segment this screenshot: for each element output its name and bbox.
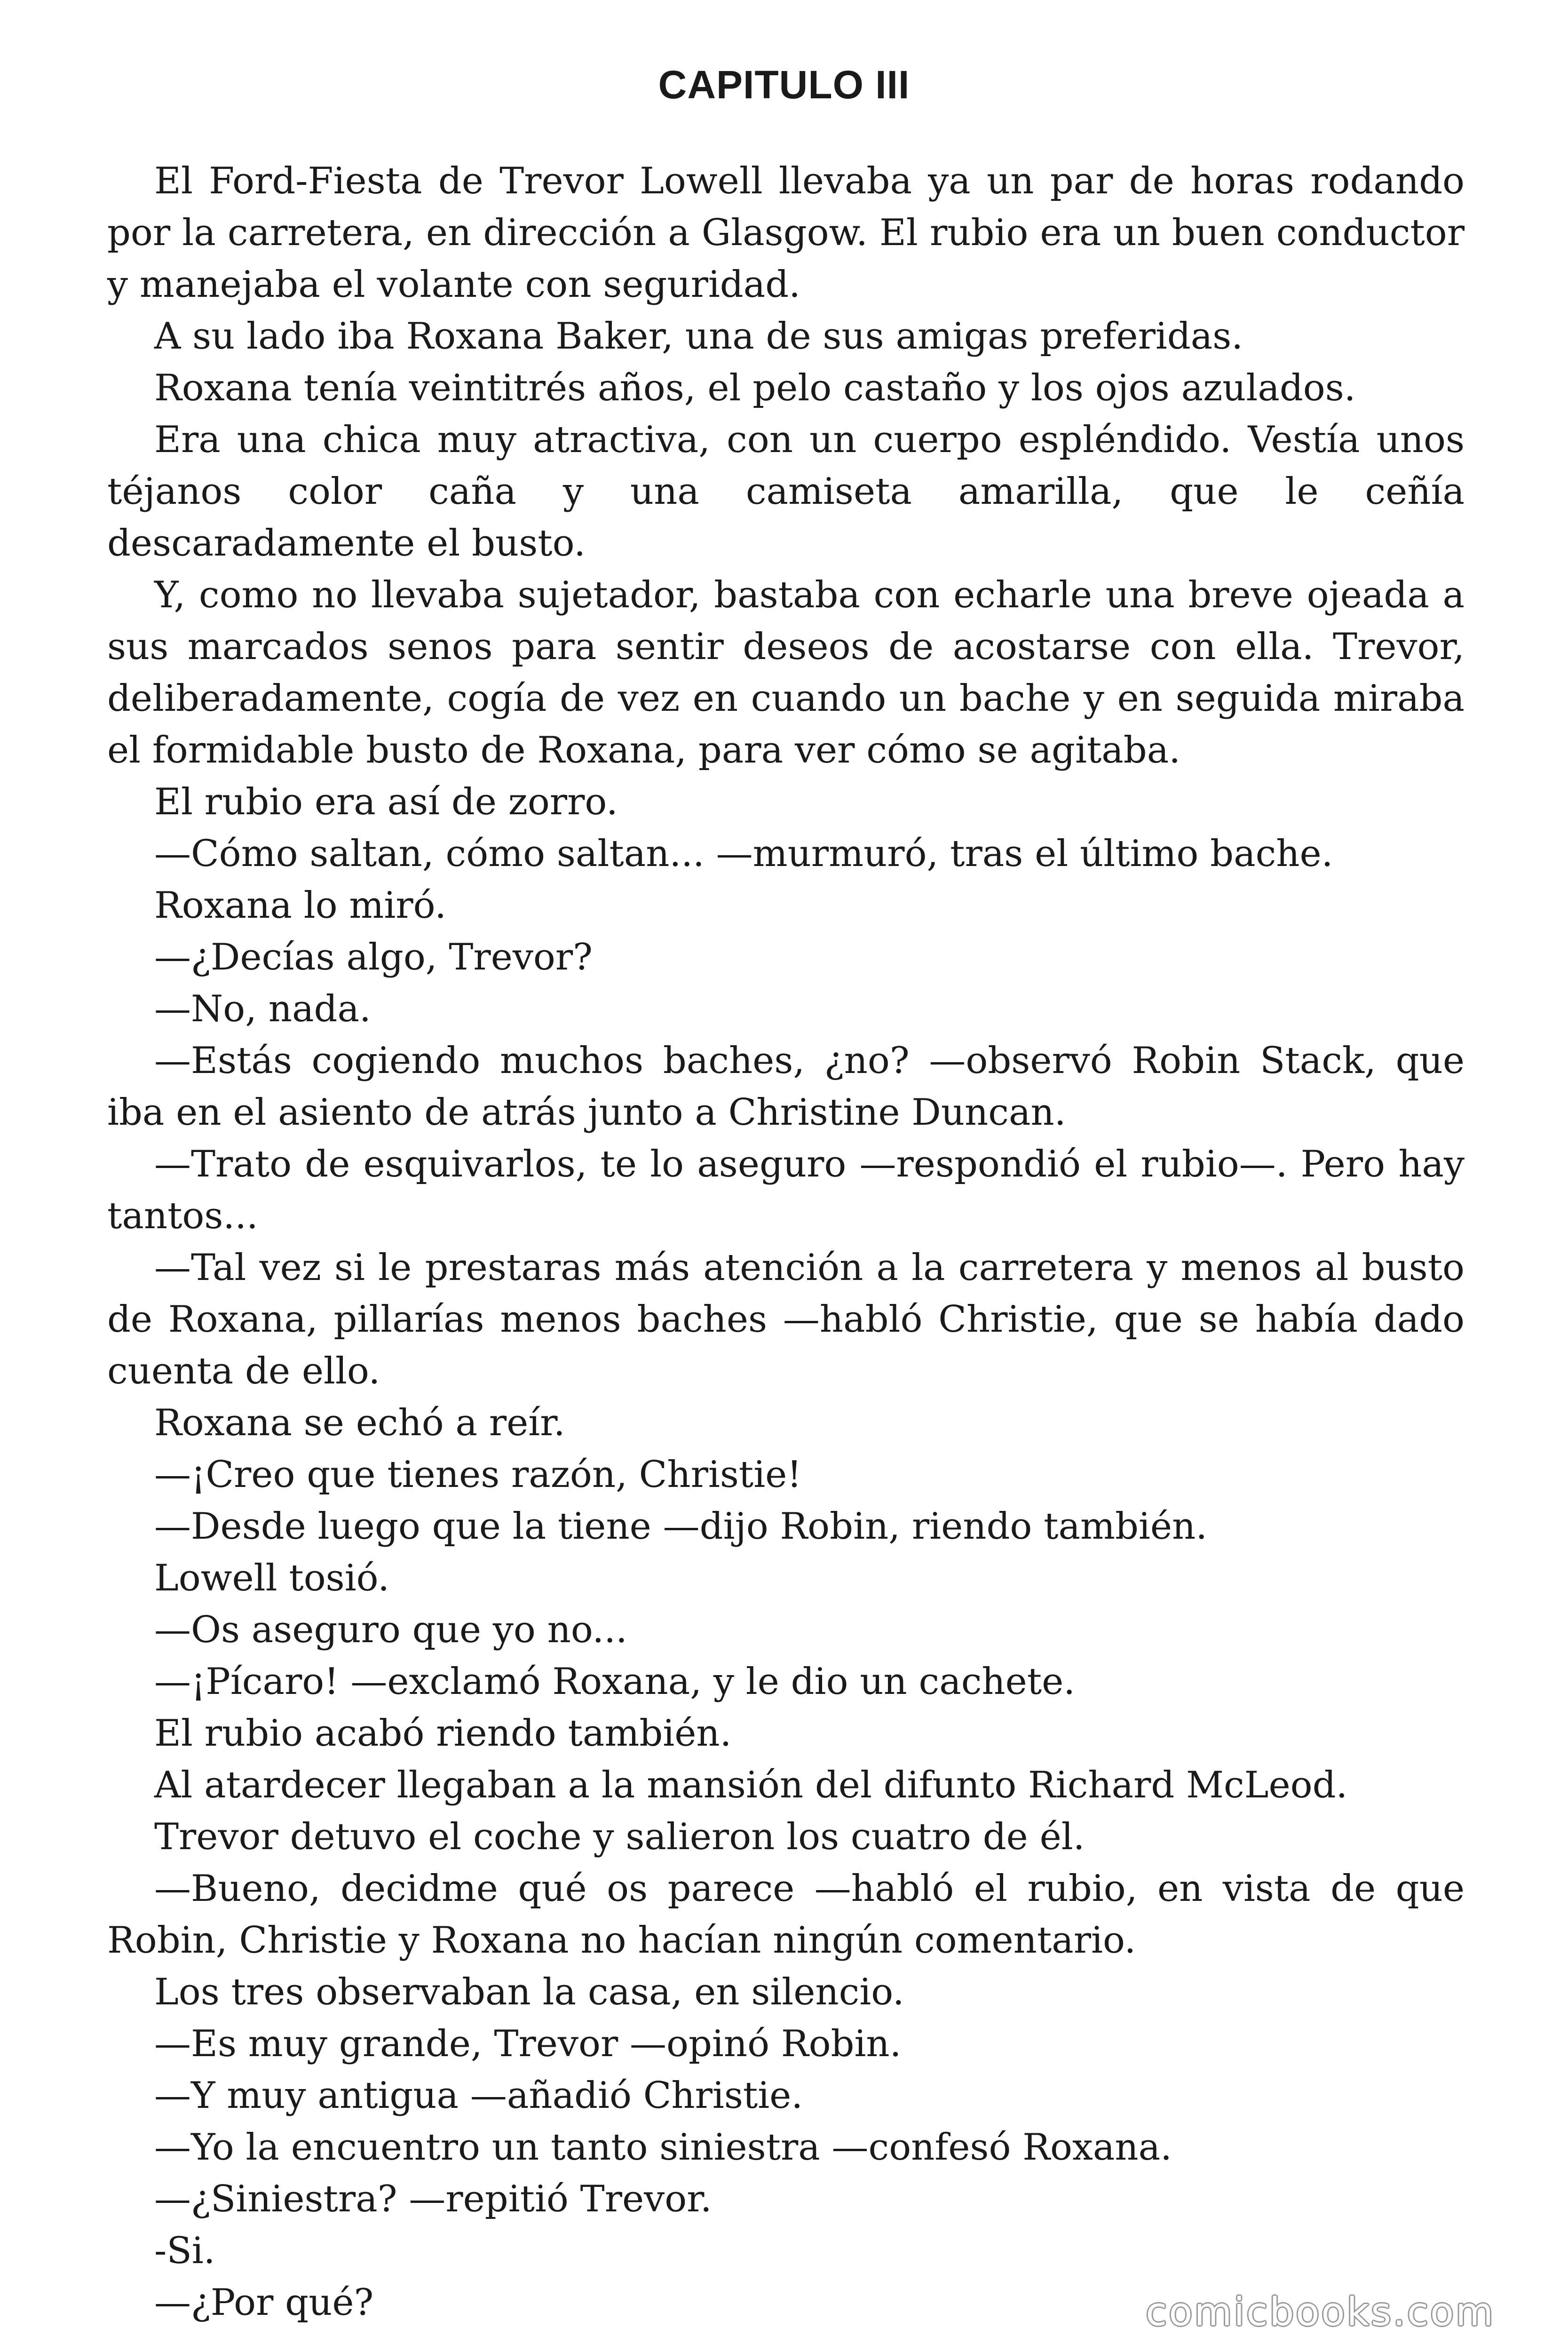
paragraph: —No, nada. — [154, 988, 371, 1030]
paragraph: —Tal vez si le prestaras más atención a la carretera y menos al busto de Roxana, pillarías menos baches —habló Christie, que se había dado cuenta de ello. — [107, 1247, 1465, 1392]
paragraph: Los tres observaban la casa, en silencio. — [154, 1971, 904, 2013]
paragraph: —Y muy antigua —añadió Christie. — [154, 2074, 803, 2117]
paragraph: —¿Siniestra? —repitió Trevor. — [154, 2178, 712, 2220]
paragraph: Lowell tosió. — [154, 1557, 390, 1599]
paragraph: A su lado iba Roxana Baker, una de sus amigas preferidas. — [154, 315, 1243, 358]
paragraph: —¿Por qué? — [154, 2281, 374, 2324]
paragraph: —Yo la encuentro un tanto siniestra —confesó Roxana. — [154, 2126, 1172, 2169]
paragraph: Trevor detuvo el coche y salieron los cuatro de él. — [154, 1816, 1085, 1858]
watermark: comicbooks.com — [1146, 2290, 1495, 2335]
paragraph: —¡Pícaro! —exclamó Roxana, y le dio un cachete. — [154, 1661, 1076, 1703]
paragraph: El rubio acabó riendo también. — [154, 1712, 732, 1755]
paragraph: —¡Creo que tienes razón, Christie! — [154, 1454, 802, 1496]
paragraph: —Estás cogiendo muchos baches, ¿no? —observó Robin Stack, que iba en el asiento de atrás junto a Christine Duncan. — [107, 1040, 1465, 1134]
paragraph: El Ford-Fiesta de Trevor Lowell llevaba ya un par de horas rodando por la carretera, en dirección a Glasgow. El rubio era un buen conductor y manejaba el volante con seguridad. — [107, 160, 1465, 306]
paragraph: —Bueno, decidme qué os parece —habló el rubio, en vista de que Robin, Christie y Roxana no hacían ningún comentario. — [107, 1867, 1465, 1962]
paragraph: —Es muy grande, Trevor —opinó Robin. — [154, 2023, 902, 2065]
paragraph: —Os aseguro que yo no... — [154, 1609, 627, 1651]
paragraph: Era una chica muy atractiva, con un cuerpo espléndido. Vestía unos téjanos color caña y una camiseta amarilla, que le ceñía descaradamente el busto. — [107, 419, 1465, 564]
paragraph: —Trato de esquivarlos, te lo aseguro —respondió el rubio—. Pero hay tantos... — [107, 1143, 1465, 1237]
paragraph: Roxana tenía veintitrés años, el pelo castaño y los ojos azulados. — [154, 367, 1356, 409]
paragraph: —¿Decías algo, Trevor? — [154, 936, 593, 978]
paragraph: —Desde luego que la tiene —dijo Robin, riendo también. — [154, 1505, 1208, 1548]
paragraph: Al atardecer llegaban a la mansión del difunto Richard McLeod. — [154, 1764, 1348, 1806]
paragraph: Roxana se echó a reír. — [154, 1402, 565, 1444]
paragraph: Y, como no llevaba sujetador, bastaba con echarle una breve ojeada a sus marcados senos para sentir deseos de acostarse con ella. Trevor, deliberadamente, cogía de vez en cuando un bache y en seguida miraba el formidable busto de Roxana, para ver cómo se agitaba. — [107, 574, 1465, 771]
paragraph: Roxana lo miró. — [154, 884, 446, 927]
paragraph: El rubio era así de zorro. — [154, 781, 618, 823]
chapter-title: CAPITULO III — [658, 63, 910, 107]
paragraph: —Cómo saltan, cómo saltan... —murmuró, tras el último bache. — [154, 833, 1333, 875]
chapter-body — [107, 155, 1465, 2328]
paragraph: -Si. — [154, 2230, 215, 2272]
